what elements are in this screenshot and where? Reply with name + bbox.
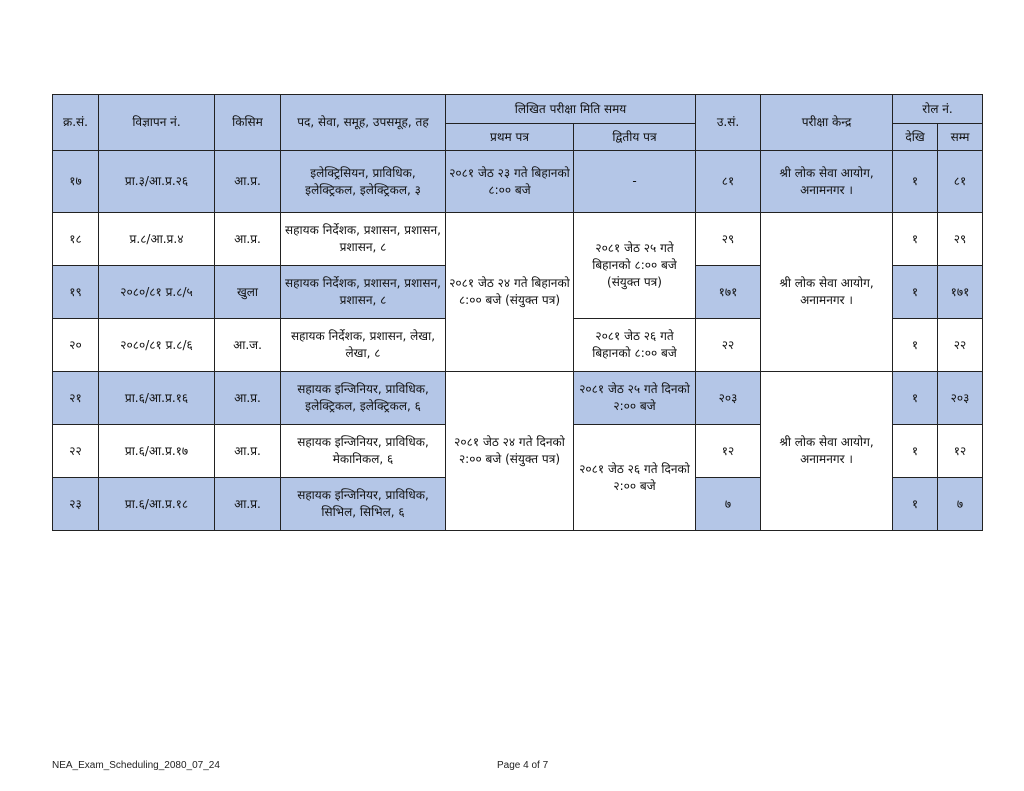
cell-adv-no: प्रा.६/आ.प्र.१८ xyxy=(99,478,215,531)
table-row xyxy=(53,151,983,213)
cell-adv-no: २०८०/८१ प्र.८/५ xyxy=(99,266,215,319)
cell-paper2-merged: २०८१ जेठ २६ गते दिनको २:०० बजे xyxy=(574,425,696,531)
cell-adv-no: प्रा.३/आ.प्र.२६ xyxy=(99,151,215,213)
header-type: किसिम xyxy=(215,95,281,151)
cell-roll-to: २०३ xyxy=(938,372,983,425)
cell-paper2: - xyxy=(574,151,696,213)
cell-post: सहायक इन्जिनियर, प्राविधिक, सिभिल, सिभिल, ६ xyxy=(281,478,446,531)
cell-roll-from: १ xyxy=(893,213,938,266)
cell-roll-to: ७ xyxy=(938,478,983,531)
header-row xyxy=(53,95,983,124)
cell-center-merged: श्री लोक सेवा आयोग, अनामनगर । xyxy=(761,213,893,372)
cell-sn: २० xyxy=(53,319,99,372)
header-paper2: द्वितीय पत्र xyxy=(574,124,696,151)
cell-adv-no: २०८०/८१ प्र.८/६ xyxy=(99,319,215,372)
cell-type: आ.प्र. xyxy=(215,372,281,425)
cell-adv-no: प्र.८/आ.प्र.४ xyxy=(99,213,215,266)
cell-type: आ.प्र. xyxy=(215,213,281,266)
cell-sn: २१ xyxy=(53,372,99,425)
cell-adv-no: प्रा.६/आ.प्र.१७ xyxy=(99,425,215,478)
cell-sn: २३ xyxy=(53,478,99,531)
cell-roll-from: १ xyxy=(893,372,938,425)
cell-sn: १७ xyxy=(53,151,99,213)
exam-schedule-table xyxy=(52,94,983,531)
cell-post: सहायक इन्जिनियर, प्राविधिक, मेकानिकल, ६ xyxy=(281,425,446,478)
header-roll: रोल नं. xyxy=(893,95,983,124)
header-roll-from: देखि xyxy=(893,124,938,151)
header-center: परीक्षा केन्द्र xyxy=(761,95,893,151)
cell-paper1: २०८१ जेठ २३ गते बिहानको ८:०० बजे xyxy=(446,151,574,213)
cell-roll-from: १ xyxy=(893,151,938,213)
cell-roll-to: ८१ xyxy=(938,151,983,213)
cell-center: श्री लोक सेवा आयोग, अनामनगर । xyxy=(761,151,893,213)
header-roll-to: सम्म xyxy=(938,124,983,151)
header-adv-no: विज्ञापन नं. xyxy=(99,95,215,151)
cell-roll-to: २२ xyxy=(938,319,983,372)
cell-post: सहायक इन्जिनियर, प्राविधिक, इलेक्ट्रिकल, इलेक्ट्रिकल, ६ xyxy=(281,372,446,425)
cell-candidates: ७ xyxy=(696,478,761,531)
header-paper1: प्रथम पत्र xyxy=(446,124,574,151)
cell-roll-to: १७१ xyxy=(938,266,983,319)
cell-candidates: १२ xyxy=(696,425,761,478)
cell-type: आ.प्र. xyxy=(215,151,281,213)
cell-candidates: ८१ xyxy=(696,151,761,213)
cell-sn: १९ xyxy=(53,266,99,319)
header-sn: क्र.सं. xyxy=(53,95,99,151)
cell-post: सहायक निर्देशक, प्रशासन, प्रशासन, प्रशासन, ८ xyxy=(281,266,446,319)
cell-candidates: २०३ xyxy=(696,372,761,425)
cell-candidates: १७१ xyxy=(696,266,761,319)
header-candidates: उ.सं. xyxy=(696,95,761,151)
cell-roll-from: १ xyxy=(893,319,938,372)
cell-paper1-merged: २०८१ जेठ २४ गते बिहानको ८:०० बजे (संयुक्त पत्र) xyxy=(446,213,574,372)
cell-type: आ.प्र. xyxy=(215,425,281,478)
footer-page-number: Page 4 of 7 xyxy=(497,760,549,771)
table-row xyxy=(53,213,983,266)
header-post: पद, सेवा, समूह, उपसमूह, तह xyxy=(281,95,446,151)
cell-paper2: २०८१ जेठ २५ गते दिनको २:०० बजे xyxy=(574,372,696,425)
cell-post: सहायक निर्देशक, प्रशासन, लेखा, लेखा, ८ xyxy=(281,319,446,372)
cell-roll-from: १ xyxy=(893,425,938,478)
cell-candidates: २२ xyxy=(696,319,761,372)
cell-type: आ.ज. xyxy=(215,319,281,372)
cell-candidates: २९ xyxy=(696,213,761,266)
table-row xyxy=(53,372,983,425)
cell-post: सहायक निर्देशक, प्रशासन, प्रशासन, प्रशासन, ८ xyxy=(281,213,446,266)
cell-paper2: २०८१ जेठ २६ गते बिहानको ८:०० बजे xyxy=(574,319,696,372)
cell-roll-from: १ xyxy=(893,266,938,319)
cell-type: खुला xyxy=(215,266,281,319)
cell-paper2-merged: २०८१ जेठ २५ गते बिहानको ८:०० बजे (संयुक्त पत्र) xyxy=(574,213,696,319)
cell-sn: २२ xyxy=(53,425,99,478)
cell-roll-to: १२ xyxy=(938,425,983,478)
cell-adv-no: प्रा.६/आ.प्र.१६ xyxy=(99,372,215,425)
cell-type: आ.प्र. xyxy=(215,478,281,531)
footer-filename: NEA_Exam_Scheduling_2080_07_24 xyxy=(52,760,220,771)
cell-post: इलेक्ट्रिसियन, प्राविधिक, इलेक्ट्रिकल, इलेक्ट्रिकल, ३ xyxy=(281,151,446,213)
header-written-exam: लिखित परीक्षा मिति समय xyxy=(446,95,696,124)
cell-roll-from: १ xyxy=(893,478,938,531)
cell-roll-to: २९ xyxy=(938,213,983,266)
cell-sn: १८ xyxy=(53,213,99,266)
cell-paper1-merged: २०८१ जेठ २४ गते दिनको २:०० बजे (संयुक्त पत्र) xyxy=(446,372,574,531)
cell-center-merged: श्री लोक सेवा आयोग, अनामनगर । xyxy=(761,372,893,531)
